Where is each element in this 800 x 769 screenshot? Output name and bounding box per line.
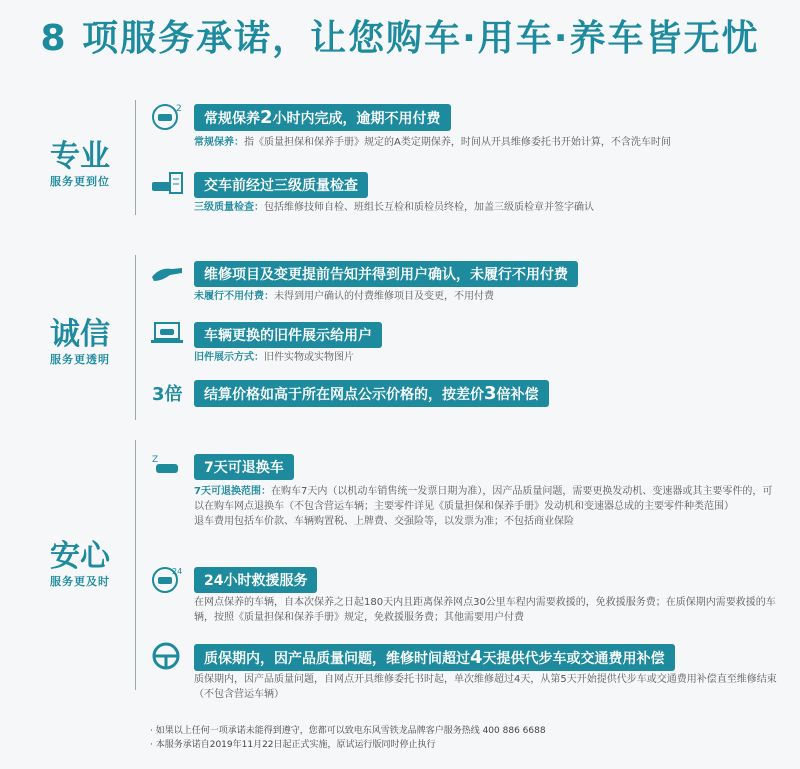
promise-pill: 24小时救援服务 [194, 567, 317, 593]
hand-icon [150, 259, 184, 287]
promise-item-7 [150, 563, 780, 623]
promise-pill: 7天可退换车 [194, 454, 294, 480]
promise-item-8 [150, 640, 780, 700]
footer-notes [150, 724, 546, 752]
section-divider [135, 255, 136, 420]
steering-wheel-icon [150, 642, 184, 670]
section-peace [20, 540, 140, 589]
promise-pill: 常规保养2小时内完成，逾期不用付费 [194, 104, 451, 131]
car-sleep-icon [150, 452, 184, 480]
promise-item-5 [150, 378, 780, 414]
promise-desc: 质保期内，因产品质量问题，自网点开具维修委托书时起，单次维修超过4天，从第5天开始提供代步车或交通费用补偿直至维修结束（不包含营运车辆） [194, 674, 777, 700]
promise-pill: 结算价格如高于所在网点公示价格的，按差价3倍补偿 [194, 380, 549, 407]
triple-icon: 3倍 [152, 384, 183, 405]
car-checklist-icon [150, 170, 184, 198]
car-clock-icon [150, 102, 184, 130]
promise-desc: 常规保养：指《质量担保和保养手册》规定的A类定期保养，时间从开具维修委托书开始计算，不含洗车时间 [194, 137, 671, 148]
promise-desc: 旧件展示方式：旧件实物或实物图片 [194, 352, 354, 363]
section-subtitle: 服务更透明 [50, 353, 110, 366]
page-title: 8 项服务承诺，让您购车·用车·养车皆无忧 [40, 18, 760, 59]
section-integrity [20, 318, 140, 367]
promise-desc: 未履行不用付费：未得到用户确认的付费维修项目及变更，不用付费 [194, 291, 494, 302]
section-subtitle: 服务更到位 [50, 175, 110, 188]
footer-line: · 如果以上任何一项承诺未能得到遵守，您都可以致电东风雪铁龙品牌客户服务热线 400 886 6688 [150, 726, 546, 736]
footer-line: · 本服务承诺自2019年11月22日起正式实施，原试运行版同时停止执行 [150, 740, 436, 750]
section-title: 专业 [50, 139, 110, 174]
svg-text:24: 24 [172, 567, 183, 576]
promise-item-3 [150, 257, 780, 307]
promise-item-4 [150, 318, 780, 368]
section-title: 安心 [50, 539, 110, 574]
promise-pill: 质保期内，因产品质量问题，维修时间超过4天提供代步车或交通费用补偿 [194, 644, 675, 671]
promise-desc: 在网点保养的车辆，自本次保养之日起180天内且距离保养网点30公里车程内需要救援的，免救援服务费；在质保期内需要救援的车辆，按照《质量担保和保养手册》规定，免救援服务费；其他需要用户付费 [194, 597, 776, 623]
section-professional [20, 140, 140, 189]
promise-item-1 [150, 100, 780, 150]
section-subtitle: 服务更及时 [50, 575, 110, 588]
car-24-icon [150, 565, 184, 593]
promise-desc: 三级质量检查：包括维修技师自检、班组长互检和质检员终检，加盖三级质检章并签字确认 [194, 202, 594, 213]
section-title: 诚信 [50, 317, 110, 352]
svg-text:2: 2 [176, 104, 182, 114]
promise-item-2 [150, 168, 780, 218]
promise-pill: 车辆更换的旧件展示给用户 [194, 322, 382, 348]
section-divider [135, 440, 136, 690]
laptop-car-icon [150, 320, 184, 348]
promise-desc: 7天可退换范围：在购车7天内（以机动车销售统一发票日期为准），因产品质量问题，需要更换发动机、变速器或其主要零件的，可以在购车网点退换车（不包含营运车辆；主要零件详见《质量担保和保养手册》发动机和变速器总成的主要零件种类范围） 退车费用包括车价款、车辆购置税、上牌费、交强险等，以发票为准；不包括商业保险 [194, 486, 773, 527]
section-divider [135, 100, 136, 215]
promise-pill: 维修项目及变更提前告知并得到用户确认，未履行不用付费 [194, 261, 578, 287]
promise-pill: 交车前经过三级质量检查 [194, 172, 368, 198]
promise-item-6 [150, 450, 780, 550]
svg-text:Z: Z [152, 455, 159, 465]
